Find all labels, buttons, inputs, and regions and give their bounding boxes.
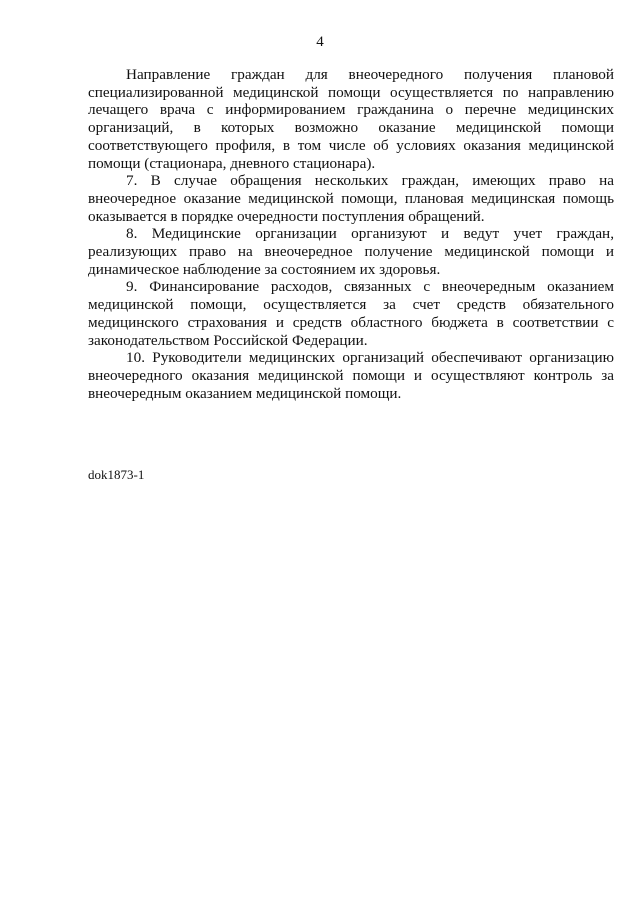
paragraph-8-records: 8. Медицинские организации организуют и ведут учет граждан, реализующих право на внеочередное получение медицинской помощи и динамическое наблюдение за состоянием их здоровья. [88,225,614,278]
paragraph-10-control: 10. Руководители медицинских организаций обеспечивают организацию внеочередного оказания медицинской помощи и осуществляют контроль за внеочередным оказанием медицинской помощи. [88,349,614,402]
paragraph-referral: Направление граждан для внеочередного получения плановой специализированной медицинской помощи осуществляется по направлению лечащего врача с информированием гражданина о перечне медицинских организаций, в которых возможно оказание медицинской помощи соответствующего профиля, в том числе об условиях оказания медицинской помощи (стационара, дневного стационара). [88,66,614,172]
paragraph-7-multiple-requests: 7. В случае обращения нескольких граждан, имеющих право на внеочередное оказание медицинской помощи, плановая медицинская помощь оказывается в порядке очередности поступления обращений. [88,172,614,225]
page-number: 4 [316,34,324,50]
paragraph-9-financing: 9. Финансирование расходов, связанных с внеочередным оказанием медицинской помощи, осуществляется за счет средств обязательного медицинского страхования и средств областного бюджета в соответствии с законодательством Российской Федерации. [88,278,614,349]
document-code: dok1873-1 [88,467,145,482]
document-body [88,66,614,402]
